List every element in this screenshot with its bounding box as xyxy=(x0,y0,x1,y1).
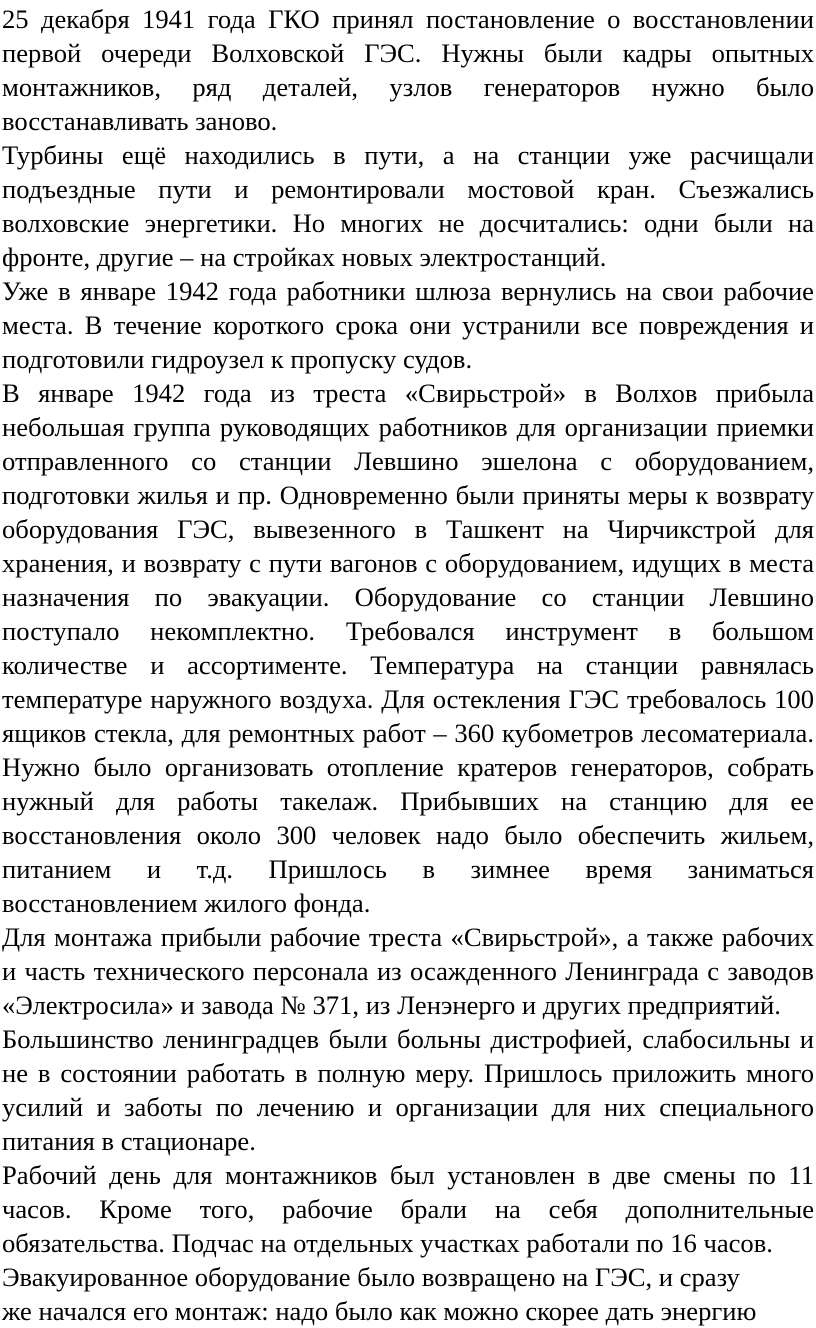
paragraph: Рабочий день для монтажников был установлен в две смены по 11 часов. Кроме того, рабочие брали на себя дополнительные обязательства. Подчас на отдельных участках работали по 16 часов. xyxy=(2,1160,814,1258)
paragraph: 25 декабря 1941 года ГКО принял постановление о восстановлении первой очереди Волховской ГЭС. Нужны были кадры опытных монтажников, ряд деталей, узлов генераторов нужно было восстанавливать заново. xyxy=(2,4,814,136)
paragraph: Большинство ленинградцев были больны дистрофией, слабосильны и не в состоянии работать в полную меру. Пришлось приложить много усилий и заботы по лечению и организации для них специального питания в стационаре. xyxy=(2,1024,814,1156)
paragraph: Для монтажа прибыли рабочие треста «Свирьстрой», а также рабочих и часть технического персонала из осажденного Ленинграда с заводов «Электросила» и завода № 371, из Ленэнерго и других предприятий. xyxy=(2,922,814,1020)
text-line: Эвакуированное оборудование было возвращено на ГЭС, и сразу xyxy=(2,1262,740,1292)
paragraph: Уже в январе 1942 года работники шлюза вернулись на свои рабочие места. В течение короткого срока они устранили все повреждения и подготовили гидроузел к пропуску судов. xyxy=(2,276,814,374)
text-line: же начался его монтаж: надо было как можно скорее дать энергию xyxy=(2,1296,757,1326)
paragraph: Турбины ещё находились в пути, а на станции уже расчищали подъездные пути и ремонтировали мостовой кран. Съезжались волховские энергетики. Но многих не досчитались: одни были на фронте, другие – на стройках новых электростанций. xyxy=(2,140,814,272)
paragraph: В январе 1942 года из треста «Свирьстрой» в Волхов прибыла небольшая группа руководящих работников для организации приемки отправленного со станции Левшино эшелона с оборудованием, подготовки жилья и пр. Одновременно были приняты меры к возврату оборудования ГЭС, вывезенного в Ташкент на Чирчикстрой для хранения, и возврату с пути вагонов с оборудованием, идущих в места назначения по эвакуации. Оборудование со станции Левшино поступало некомплектно. Требовался инструмент в большом количестве и ассортименте. Температура на станции равнялась температуре наружного воздуха. Для остекления ГЭС требовалось 100 ящиков стекла, для ремонтных работ – 360 кубометров лесоматериала. Нужно было организовать отопление кратеров генераторов, собрать нужный для работы такелаж. Прибывших на станцию для ее восстановления около 300 человек надо было обеспечить жильем, питанием и т.д. Пришлось в зимнее время заниматься восстановлением жилого фонда. xyxy=(2,378,814,918)
